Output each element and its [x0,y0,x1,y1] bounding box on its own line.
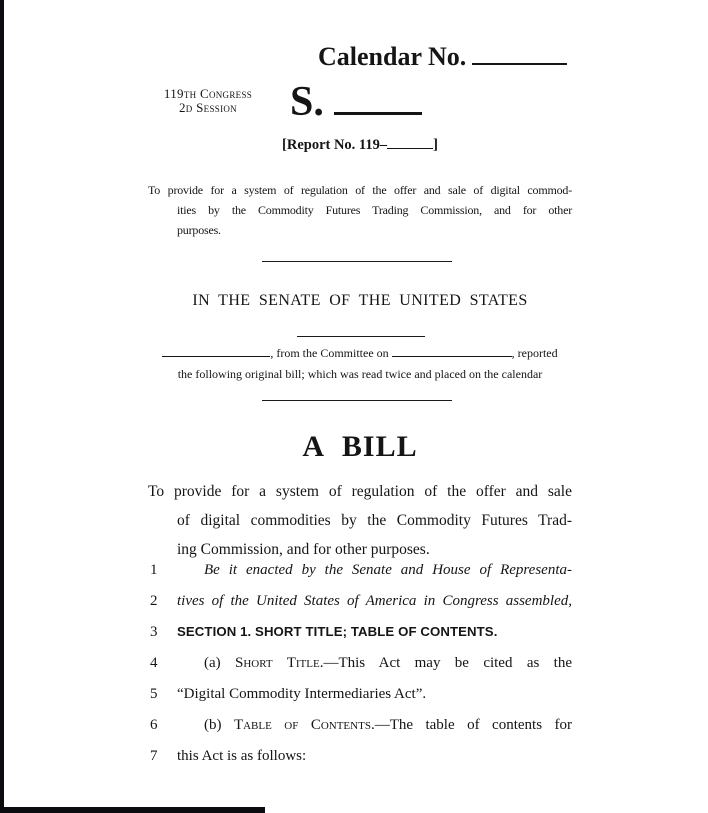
line-text: this Act is as follows: [177,748,307,764]
senate-heading: IN THE SENATE OF THE UNITED STATES [192,292,528,309]
bill-prefix: S. [290,79,324,125]
bill-number-blank [334,112,422,115]
committee-report-statement [148,343,572,385]
body-line-2 [148,591,572,611]
summary-line: purposes. [177,223,221,237]
official-title-summary [148,180,572,240]
body-line-6 [148,715,572,735]
short-separator-rule [297,336,425,337]
separator-rule [262,261,452,262]
line-number: 5 [150,686,158,702]
bill-number-line [290,78,422,126]
bill-heading: A BILL [302,430,418,463]
separator-rule [262,400,452,401]
line-number: 6 [150,717,158,733]
congress-label: 119th Congress [163,86,253,101]
line-text-post: .—This Act may be cited as the [319,655,572,671]
body-line-3 [148,622,572,642]
long-title-line: To provide for a system of regulation of the offer and sale [148,483,572,500]
scan-edge-left [0,0,4,813]
line-text: Be it enacted by the Senate and House of Representa- [204,562,572,578]
calendar-number-blank [472,63,567,65]
report-prefix: [Report No. 119– [282,137,388,153]
line-text-pre: (a) [204,655,235,671]
line-number: 1 [150,562,158,578]
line-text [177,653,572,673]
body-line-5 [148,684,572,704]
report-suffix: ] [433,137,438,153]
line-text-smallcaps: Short Title [235,655,320,671]
summary-line: ities by the Commodity Futures Trading Commission, and for other [177,203,572,217]
committee-text-2: , reported [511,346,558,360]
line-number: 2 [150,593,158,609]
calendar-number-line [318,42,567,72]
bill-long-title [148,477,572,564]
congress-session-block [146,87,270,115]
report-number-blank [387,148,433,149]
committee-text-1: , from the Committee on [270,346,392,360]
line-text-post: .—The table of contents for [370,717,572,733]
summary-line: To provide for a system of regulation of the offer and sale of digital commod- [148,183,572,197]
line-text: tives of the United States of America in Congress assembled, [177,593,572,609]
session-label: 2d Session [179,100,237,115]
body-line-4 [148,653,572,673]
long-title-line: ing Commission, and for other purposes. [177,541,430,558]
line-number: 3 [150,624,158,640]
line-number: 7 [150,748,158,764]
sponsor-name-blank [162,356,270,357]
line-text [177,715,572,735]
scan-edge-bottom [0,807,265,813]
line-text: “Digital Commodity Intermediaries Act”. [177,686,427,702]
long-title-line: of digital commodities by the Commodity Futures Trad- [177,512,572,529]
line-number: 4 [150,655,158,671]
line-text-pre: (b) [204,717,234,733]
body-line-1 [148,560,572,580]
body-line-7 [148,746,572,766]
committee-name-blank [392,356,512,357]
section-heading: SECTION 1. SHORT TITLE; TABLE OF CONTENTS. [177,624,498,639]
report-number-line [148,137,572,154]
calendar-label: Calendar No. [318,42,467,71]
line-text-smallcaps: Table of Contents [233,717,371,733]
committee-line-2: the following original bill; which was read twice and placed on the calendar [177,367,543,381]
committee-line-1 [148,343,572,364]
